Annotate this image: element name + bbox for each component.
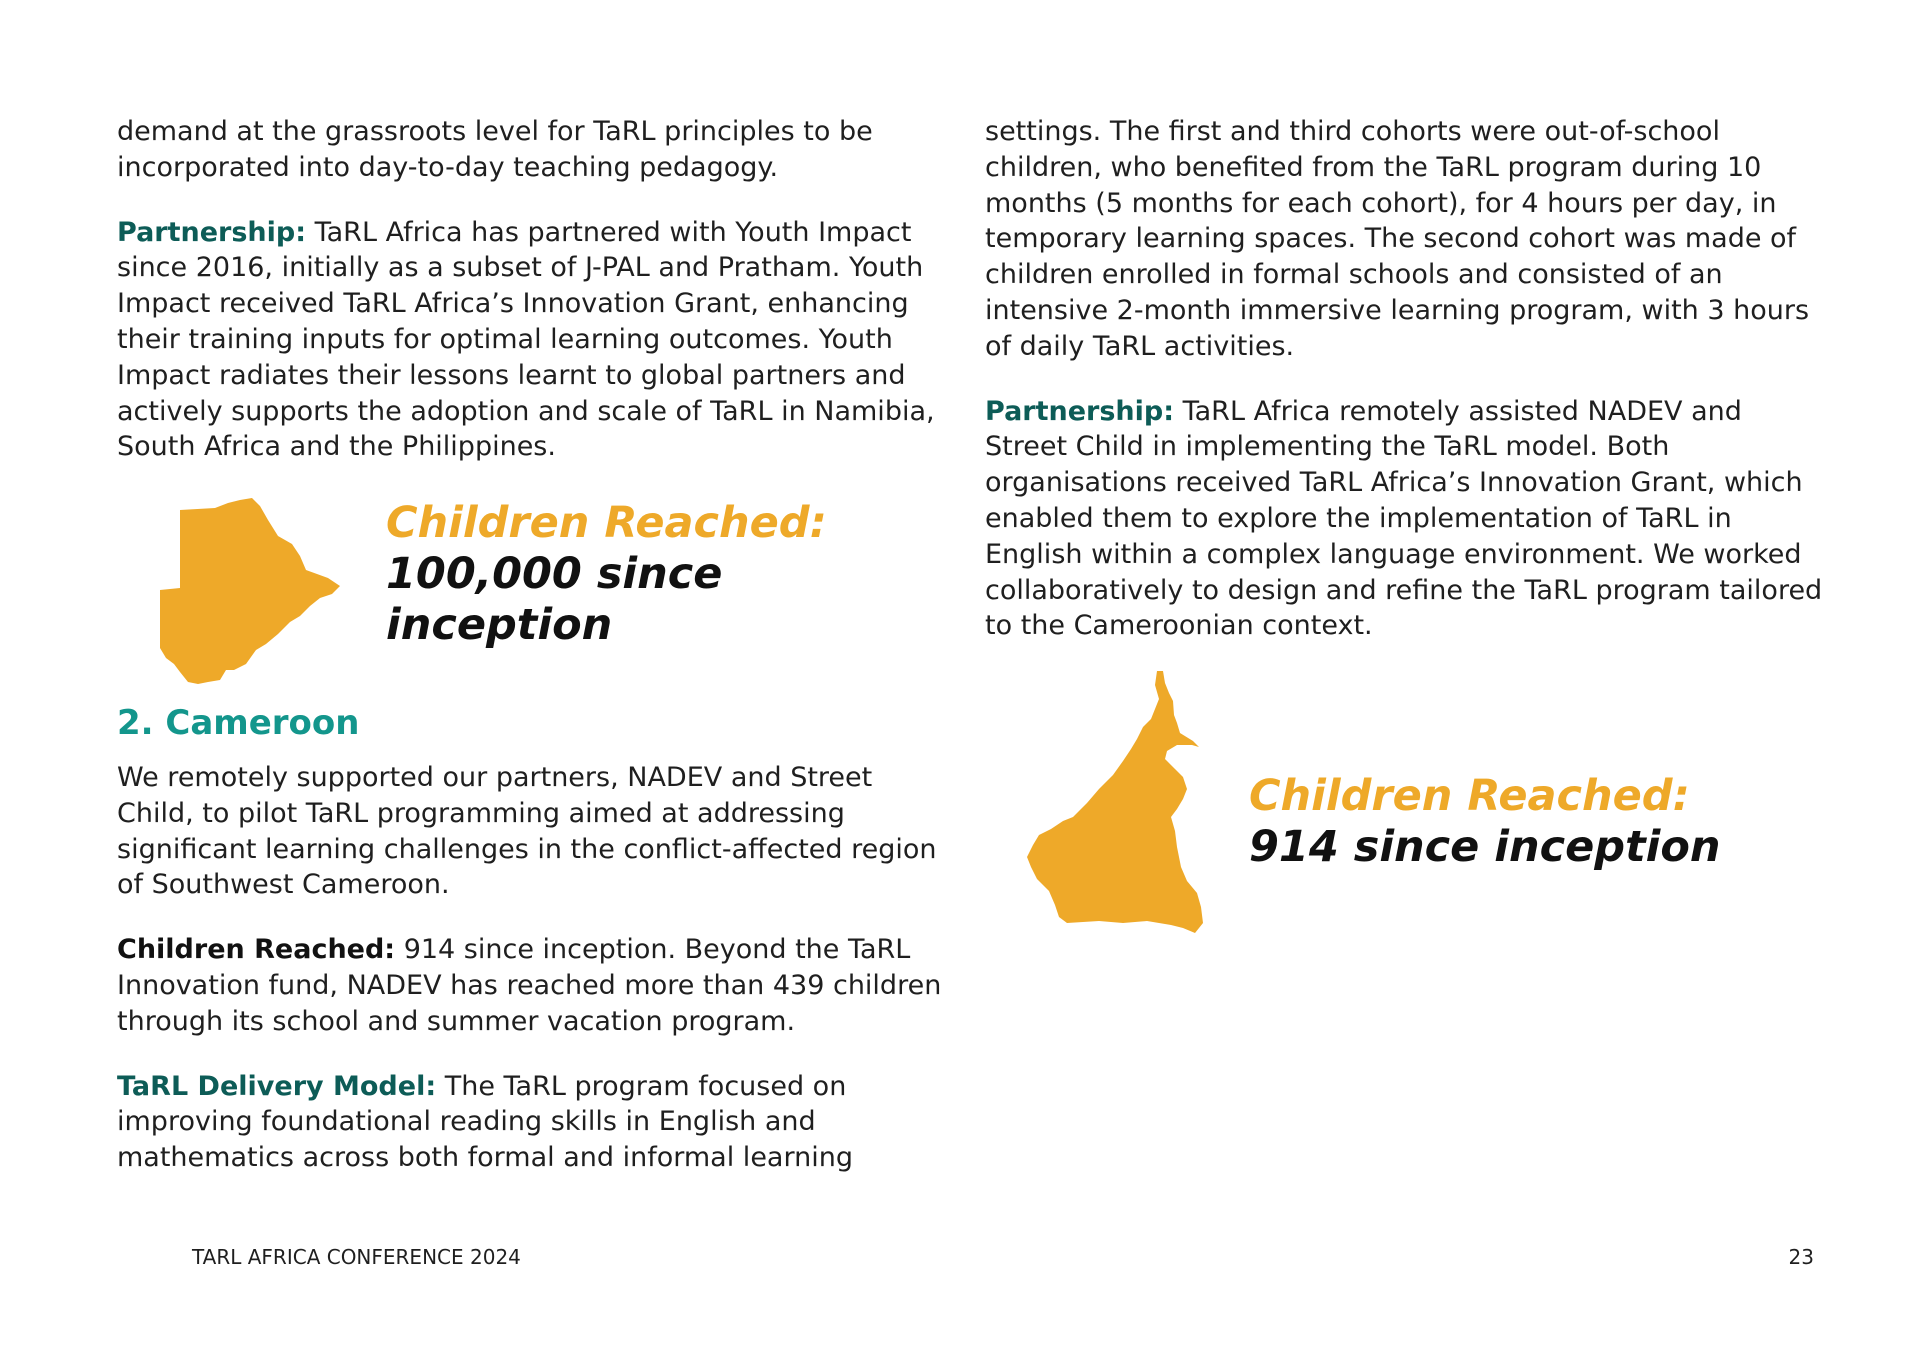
- stat-value: 914 since inception: [1249, 822, 1721, 872]
- right-column: [985, 114, 1825, 644]
- stat-title: Children Reached:: [1249, 771, 1690, 821]
- partnership-label: Partnership:: [985, 395, 1175, 427]
- continuation-paragraph: settings. The first and third cohorts were out-of-school children, who benefited from the TaRL program during 10 months (5 months for each cohort), for 4 hours per day, in temporary learning spaces. The second cohort was made of children enrolled in formal schools and consisted of an intensive 2-month immersive learning program, with 3 hours of daily TaRL activities.: [985, 116, 1810, 362]
- page-number: 23: [1788, 1245, 1814, 1269]
- cameroon-heading: 2. Cameroon: [117, 703, 360, 743]
- partnership-text: TaRL Africa has partnered with Youth Impact since 2016, initially as a subset of J-PAL and Pratham. Youth Impact received TaRL Africa’s Innovation Grant, enhancing their training inputs for optimal learning outcomes. Youth Impact radiates their lessons learnt to global partners and actively supports the adoption and scale of TaRL in Namibia, South Africa and the Philippines.: [117, 216, 935, 463]
- cameroon-children-reached-stat: [1249, 771, 1809, 873]
- partnership-paragraph-right: [985, 394, 1825, 645]
- partnership-paragraph-left: [117, 215, 957, 466]
- children-reached-paragraph: [117, 932, 957, 1039]
- partnership-text: TaRL Africa remotely assisted NADEV and Street Child in implementing the TaRL model. Both organisations received TaRL Africa’s Innovation Grant, which enabled them to explore the implementation of TaRL in English within a complex language environment. We worked collaboratively to design and refine the TaRL program tailored to the Cameroonian context.: [985, 395, 1823, 642]
- partnership-label: Partnership:: [117, 216, 307, 248]
- cameroon-map-icon: [1027, 671, 1209, 939]
- botswana-map-icon: [160, 498, 340, 685]
- delivery-model-text: The TaRL program focused on improving foundational reading skills in English and mathematics across both formal and informal learning: [117, 1070, 853, 1174]
- stat-value: 100,000 since inception: [386, 549, 723, 650]
- children-reached-label: Children Reached:: [117, 934, 396, 966]
- delivery-model-paragraph: [117, 1069, 957, 1176]
- cameroon-intro-paragraph: We remotely supported our partners, NADEV and Street Child, to pilot TaRL programming aimed at addressing significant learning challenges in the conflict-affected region of Southwest Cameroon.: [117, 762, 937, 901]
- botswana-children-reached-stat: [386, 498, 906, 651]
- footer-conference-title: TARL AFRICA CONFERENCE 2024: [192, 1245, 521, 1269]
- cameroon-content: [117, 760, 957, 1176]
- stat-title: Children Reached:: [386, 498, 827, 548]
- delivery-model-label: TaRL Delivery Model:: [117, 1070, 437, 1102]
- children-reached-text: 914 since inception. Beyond the TaRL Innovation fund, NADEV has reached more than 439 children through its school and summer vacation program.: [117, 934, 942, 1037]
- intro-paragraph: demand at the grassroots level for TaRL principles to be incorporated into day-to-day teaching pedagogy.: [117, 116, 873, 183]
- left-column: [117, 114, 957, 465]
